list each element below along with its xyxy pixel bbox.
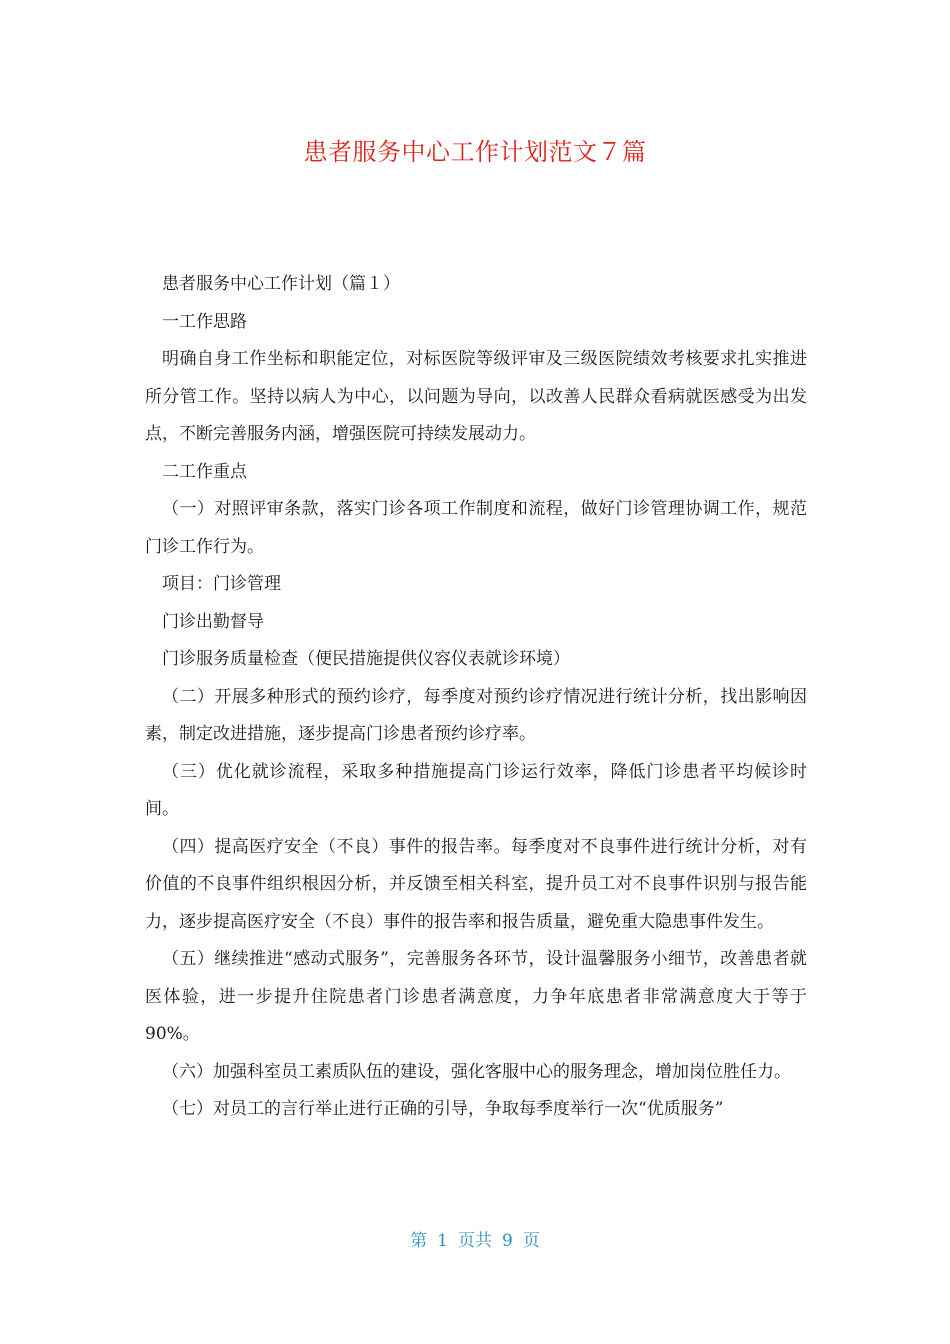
- footer-middle: 页共: [458, 1231, 492, 1251]
- paragraph: （五）继续推进“感动式服务”，完善服务各环节，设计温馨服务小细节，改善患者就医体验，进一步提升住院患者门诊患者满意度，力争年底患者非常满意度大于等于 90%。: [145, 949, 807, 1044]
- paragraph: （一）对照评审条款，落实门诊各项工作制度和流程，做好门诊管理协调工作，规范门诊工作行为。: [145, 499, 807, 557]
- footer-suffix: 页: [522, 1231, 540, 1251]
- document-body: [145, 266, 807, 1129]
- paragraph: （二）开展多种形式的预约诊疗，每季度对预约诊疗情况进行统计分析，找出影响因素，制定改进措施，逐步提高门诊患者预约诊疗率。: [145, 686, 807, 744]
- footer-prefix: 第: [410, 1231, 428, 1251]
- page-footer: [0, 1226, 950, 1251]
- paragraph: （七）对员工的言行举止进行正确的引导，争取每季度举行一次“优质服务”: [162, 1099, 724, 1119]
- subsection-heading: 一工作思路: [162, 311, 247, 332]
- paragraph: 门诊出勤督导: [162, 611, 264, 632]
- paragraph: 项目：门诊管理: [162, 574, 281, 594]
- paragraph: （四）提高医疗安全（不良）事件的报告率。每季度对不良事件进行统计分析，对有价值的不良事件组织根因分析，并反馈至相关科室，提升员工对不良事件识别与报告能力，逐步提高医疗安全（不良）事件的报告率和报告质量，避免重大隐患事件发生。: [145, 836, 807, 932]
- paragraph: 门诊服务质量检查（便民措施提供仪容仪表就诊环境）: [162, 649, 570, 669]
- paragraph: （六）加强科室员工素质队伍的建设，强化客服中心的服务理念，增加岗位胜任力。: [162, 1061, 791, 1082]
- subsection-heading: 二工作重点: [162, 461, 247, 482]
- paragraph: 明确自身工作坐标和职能定位，对标医院等级评审及三级医院绩效考核要求扎实推进所分管工作。坚持以病人为中心，以问题为导向，以改善人民群众看病就医感受为出发点，不断完善服务内涵，增强医院可持续发展动力。: [145, 349, 807, 444]
- document-title: 患者服务中心工作计划范文７篇: [303, 138, 647, 166]
- footer-page-number: 1: [437, 1231, 448, 1251]
- footer-total-pages: 9: [502, 1231, 513, 1251]
- paragraph: （三）优化就诊流程，采取多种措施提高门诊运行效率，降低门诊患者平均候诊时间。: [145, 761, 807, 819]
- section-heading: 患者服务中心工作计划（篇１）: [162, 274, 400, 294]
